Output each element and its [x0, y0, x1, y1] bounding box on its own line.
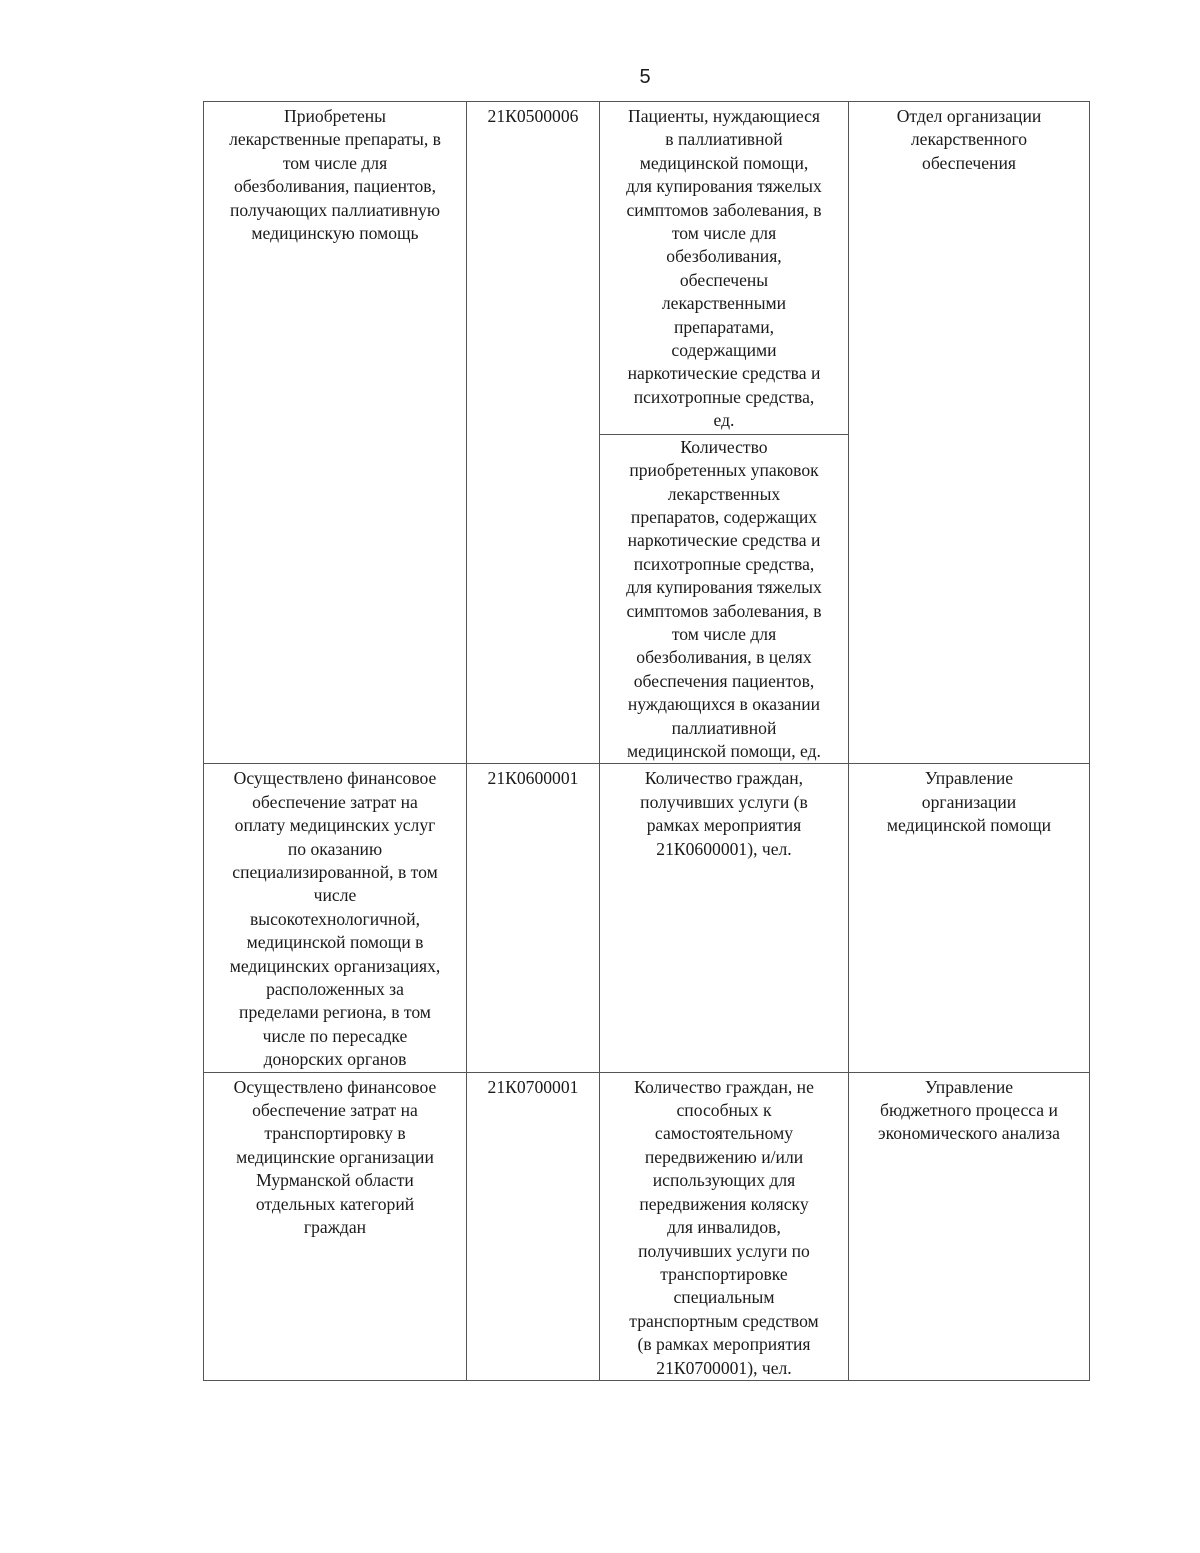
event-code: 21К0700001 [487, 1076, 579, 1097]
event-code: 21К0600001 [487, 768, 579, 789]
code-cell [467, 1072, 600, 1380]
responsible-text: Управление бюджетного процесса и экономического анализа [878, 1076, 1060, 1144]
responsible-text: Управление организации медицинской помощи [886, 768, 1052, 836]
indicator-text: Количество граждан, не способных к самостоятельному передвижению и/или использующих для передвижения коляску для инвалидов, получивших услуги по транспортировке специальным транспортным средством (в рамках мероприятия 21К0700001), чел. [629, 1076, 819, 1378]
measures-table [203, 101, 1090, 1381]
indicator-text: Пациенты, нуждающиеся в паллиативной медицинской помощи, для купирования тяжелых симптомов заболевания, в том числе для обезболивания, обеспечены лекарственными препаратами, содержащими наркотические средства и психотропные средства, ед. [600, 105, 848, 435]
event-code: 21К0500006 [487, 106, 579, 126]
code-cell [467, 102, 600, 764]
event-text: Осуществлено финансовое обеспечение затрат на оплату медицинских услуг по оказанию специализированной, в том числе высокотехнологичной, медицинской помощи в медицинских организациях, расположенных за пределами региона, в том числе по пересадке донорских органов [229, 768, 441, 1070]
event-cell [204, 1072, 467, 1380]
indicator-text: Количество граждан, получивших услуги (в рамках мероприятия 21К0600001), чел. [640, 768, 808, 859]
event-cell [204, 102, 467, 764]
responsible-cell [849, 1072, 1090, 1380]
responsible-cell [849, 102, 1090, 764]
code-cell [467, 764, 600, 1072]
responsible-cell [849, 764, 1090, 1072]
responsible-text: Отдел организации лекарственного обеспечения [896, 106, 1042, 173]
event-text: Осуществлено финансовое обеспечение затрат на транспортировку в медицинские организации Мурманской области отдельных категорий граждан [233, 1076, 437, 1238]
page-number: 5 [639, 66, 651, 88]
indicator-cell [600, 764, 849, 1072]
indicator-cell [600, 1072, 849, 1380]
indicator-text: Количество приобретенных упаковок лекарственных препаратов, содержащих наркотические средства и психотропные средства, для купирования тяжелых симптомов заболевания, в том числе для обезболивания, в целях обеспечения пациентов, нуждающихся в оказании паллиативной медицинской помощи, ед. [626, 436, 822, 761]
indicator-cell [600, 102, 849, 764]
table-row [204, 1072, 1090, 1380]
event-text: Приобретены лекарственные препараты, в том числе для обезболивания, пациентов, получающих паллиативную медицинскую помощь [229, 106, 441, 244]
event-cell [204, 764, 467, 1072]
table-row [204, 102, 1090, 764]
table-row [204, 764, 1090, 1072]
